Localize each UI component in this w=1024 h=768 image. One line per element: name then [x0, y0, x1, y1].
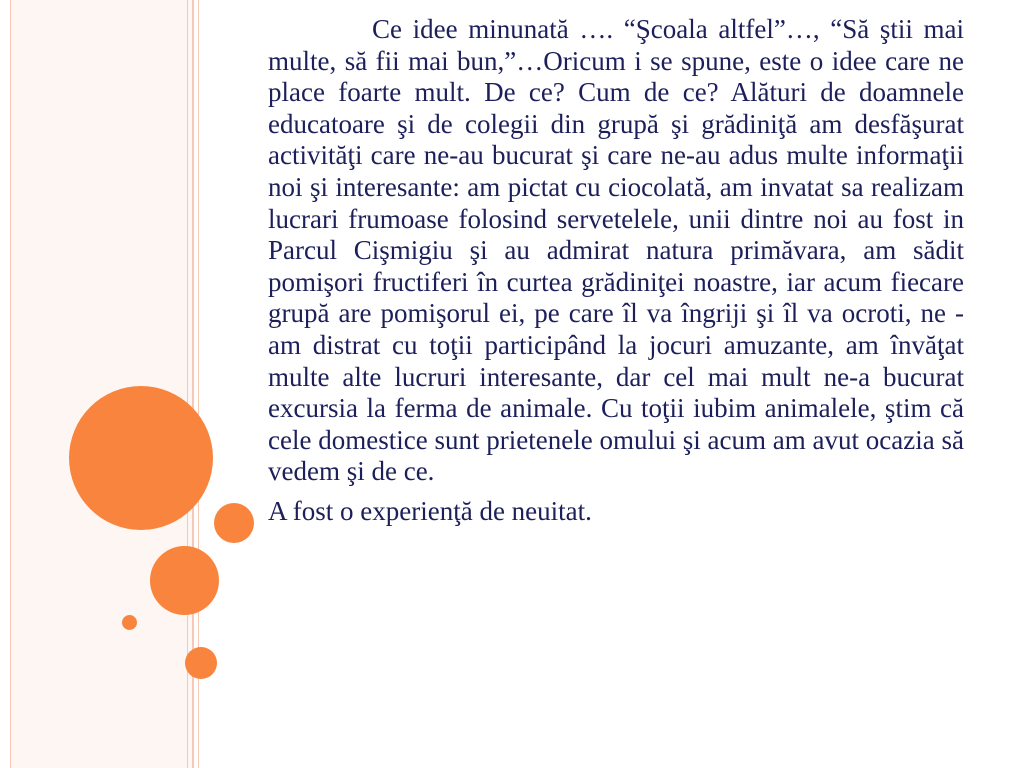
decor-line — [10, 0, 11, 768]
left-decor-band — [10, 0, 192, 768]
slide-body — [268, 14, 964, 528]
decor-circle-large — [69, 386, 213, 530]
decor-circle-small — [214, 503, 254, 543]
closing-paragraph: A fost o experienţă de neuitat. — [268, 495, 592, 526]
body-paragraph: Ce idee minunată …. “Şcoala altfel”…, “Să ştii mai multe, să fii mai bun,”…Oricum i se spune, este o idee care ne place foarte mult. De ce? Cum de ce? Alături de doamnele educatoare şi de colegii din grupă şi grădiniţă am desfăşurat activităţi care ne-au bucurat şi care ne-au adus multe informaţii noi şi interesante: am pictat cu ciocolată, am invatat sa realizam lucrari frumoase folosind servetelele, unii dintre noi au fost in Parcul Cişmigiu şi au admirat natura primăvara, am sădit pomişori fructiferi în curtea grădiniţei noastre, iar acum fiecare grupă are pomişorul ei, pe care îl va îngriji şi îl va ocroti, ne - am distrat cu toţii participând la jocuri amuzante, am învăţat multe alte lucruri interesante, dar cel mai mult ne-a bucurat excursia la ferma de animale. Cu toţii iubim animalele, ştim că cele domestice sunt prietenele omului şi acum am avut ocazia să vedem şi de ce. — [268, 14, 964, 487]
decor-circle-tiny — [122, 615, 137, 630]
decor-circle-small — [185, 647, 217, 679]
decor-circle-medium — [150, 546, 219, 615]
